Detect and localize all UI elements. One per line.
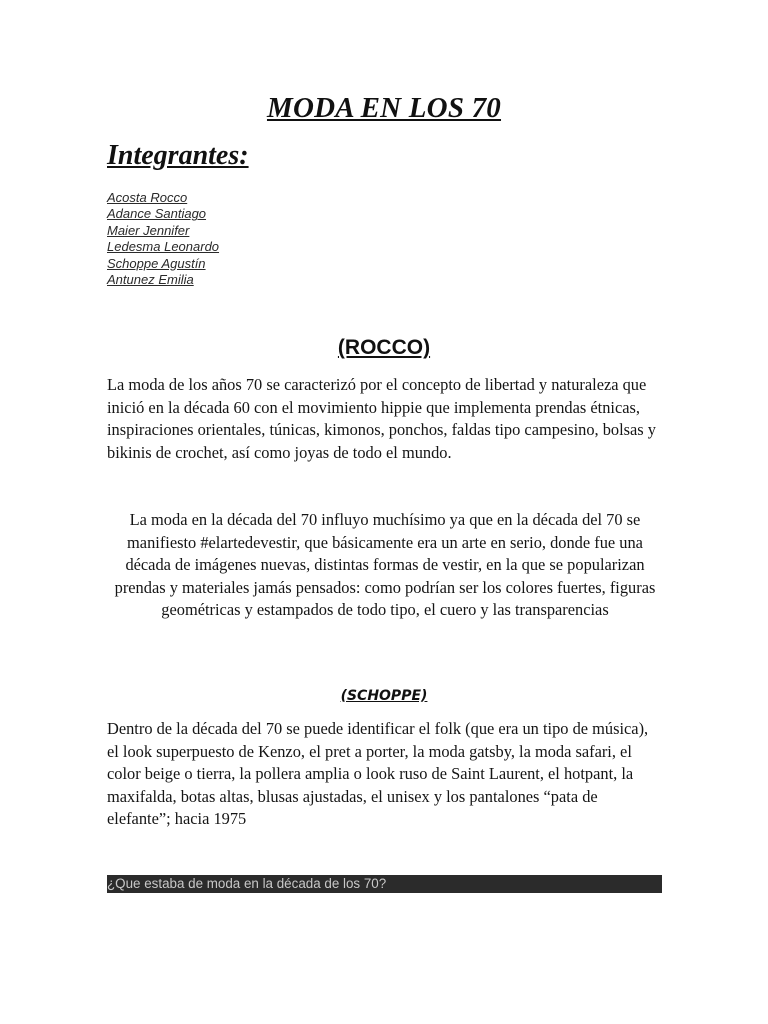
member-item: Acosta Rocco	[107, 190, 188, 205]
section-heading-rocco: (ROCCO)	[337, 336, 431, 359]
member-item: Maier Jennifer	[107, 222, 190, 238]
member-item: Antunez Emilia	[107, 272, 194, 288]
paragraph-rocco-1: La moda de los años 70 se caracterizó por el concepto de libertad y naturaleza que inició en la década 60 con el movimiento hippie que implementa prendas étnicas, inspiraciones orientales, túnicas, kimonos, ponchos, faldas tipo campesino, bolsas y bikinis de crochet, así como joyas de todo el mundo.	[107, 375, 656, 462]
member-item: Adance Santiago	[107, 206, 207, 222]
paragraph-schoppe: Dentro de la década del 70 se puede identificar el folk (que era un tipo de música), el look superpuesto de Kenzo, el pret a porter, la moda gatsby, la moda safari, el color beige o tierra, la pollera amplia o look ruso de Saint Laurent, el hotpant, la maxifalda, botas altas, blusas ajustadas, el unisex y los pantalones “pata de elefante”; hacia 1975	[107, 719, 649, 829]
page-title: MODA EN LOS 70	[266, 92, 502, 124]
section-heading-schoppe: (SCHOPPE)	[340, 688, 428, 704]
member-item: Ledesma Leonardo	[107, 239, 220, 255]
highlighted-question: ¿Que estaba de moda en la década de los 70?	[107, 875, 662, 893]
members-list	[107, 190, 219, 288]
paragraph-rocco-2: La moda en la década del 70 influyo muchísimo ya que en la década del 70 se manifiesto #elartedevestir, que básicamente era un arte en serio, donde fue una década de imágenes nuevas, distintas formas de vestir, en la que se popularizan prendas y materiales jamás pensados: como podrían ser los colores fuertes, figuras geométricas y estampados de todo tipo, el cuero y las transparencias	[114, 510, 656, 620]
member-item: Schoppe Agustín	[107, 255, 206, 271]
members-heading: Integrantes:	[107, 140, 249, 171]
